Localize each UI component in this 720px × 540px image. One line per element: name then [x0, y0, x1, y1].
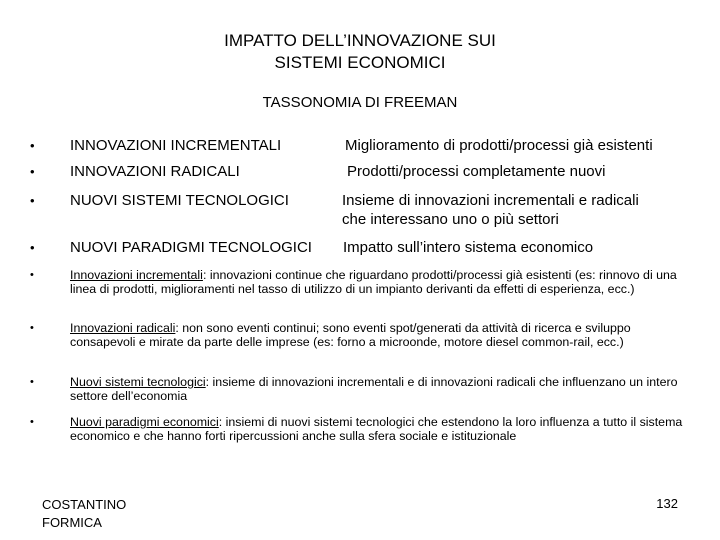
- title-line-2: SISTEMI ECONOMICI: [274, 53, 446, 72]
- definition-item: [30, 321, 685, 349]
- slide-subtitle: TASSONOMIA DI FREEMAN: [262, 94, 458, 111]
- definition-term: Nuovi sistemi tecnologici: [70, 375, 206, 389]
- taxonomy-term: INNOVAZIONI RADICALI: [70, 163, 240, 180]
- author-line-2: FORMICA: [42, 515, 102, 530]
- author-line-1: COSTANTINO: [42, 497, 127, 512]
- taxonomy-desc-line-2: che interessano uno o più settori: [342, 211, 559, 228]
- definition-term: Nuovi paradigmi economici: [70, 415, 219, 429]
- title-line-1: IMPATTO DELL’INNOVAZIONE SUI: [224, 31, 496, 50]
- slide-title: [0, 30, 720, 74]
- taxonomy-desc: Prodotti/processi completamente nuovi: [347, 163, 606, 180]
- taxonomy-desc: Insieme di innovazioni incrementali e radicali: [342, 192, 639, 209]
- bullet: •: [30, 138, 35, 153]
- definition-item: [30, 415, 685, 443]
- taxonomy-desc: Miglioramento di prodotti/processi già esistenti: [345, 137, 653, 154]
- bullet: •: [30, 164, 35, 179]
- definition-item: [30, 375, 685, 403]
- bullet: •: [30, 416, 34, 428]
- taxonomy-term: INNOVAZIONI INCREMENTALI: [70, 137, 282, 154]
- bullet: •: [30, 322, 34, 334]
- definition-term: Innovazioni radicali: [70, 321, 176, 335]
- definition-text: : non sono eventi continui; sono eventi spot/generati da attività di ricerca e sviluppo consapevoli e mirate da parte delle imprese (es: forno a microonde, motore diesel common-rail, ecc.): [70, 321, 631, 349]
- definition-term: Innovazioni incrementali: [70, 268, 203, 282]
- taxonomy-term: NUOVI SISTEMI TECNOLOGICI: [70, 192, 289, 209]
- bullet: •: [30, 240, 35, 255]
- author-footer: [42, 496, 126, 532]
- page-number: 132: [656, 496, 678, 511]
- definition-text: : insiemi di nuovi sistemi tecnologici che estendono la loro influenza a tutto il sistema economico e che hanno forti ripercussioni anche sulla sfera sociale e istituzionale: [70, 415, 683, 443]
- bullet: •: [30, 269, 34, 281]
- definition-text: : innovazioni continue che riguardano prodotti/processi già esistenti (es: rinnovo di una linea di prodotti, miglioramenti nel tasso di utilizzo di un impianto derivanti da effetti di esperienza, ecc.): [70, 268, 677, 296]
- definition-text: : insieme di innovazioni incrementali e di innovazioni radicali che influenzano un intero settore dell’economia: [70, 375, 678, 403]
- taxonomy-term: NUOVI PARADIGMI TECNOLOGICI: [70, 239, 312, 256]
- bullet: •: [30, 193, 35, 208]
- definition-item: [30, 268, 685, 296]
- taxonomy-desc: Impatto sull’intero sistema economico: [343, 239, 594, 256]
- bullet: •: [30, 376, 34, 388]
